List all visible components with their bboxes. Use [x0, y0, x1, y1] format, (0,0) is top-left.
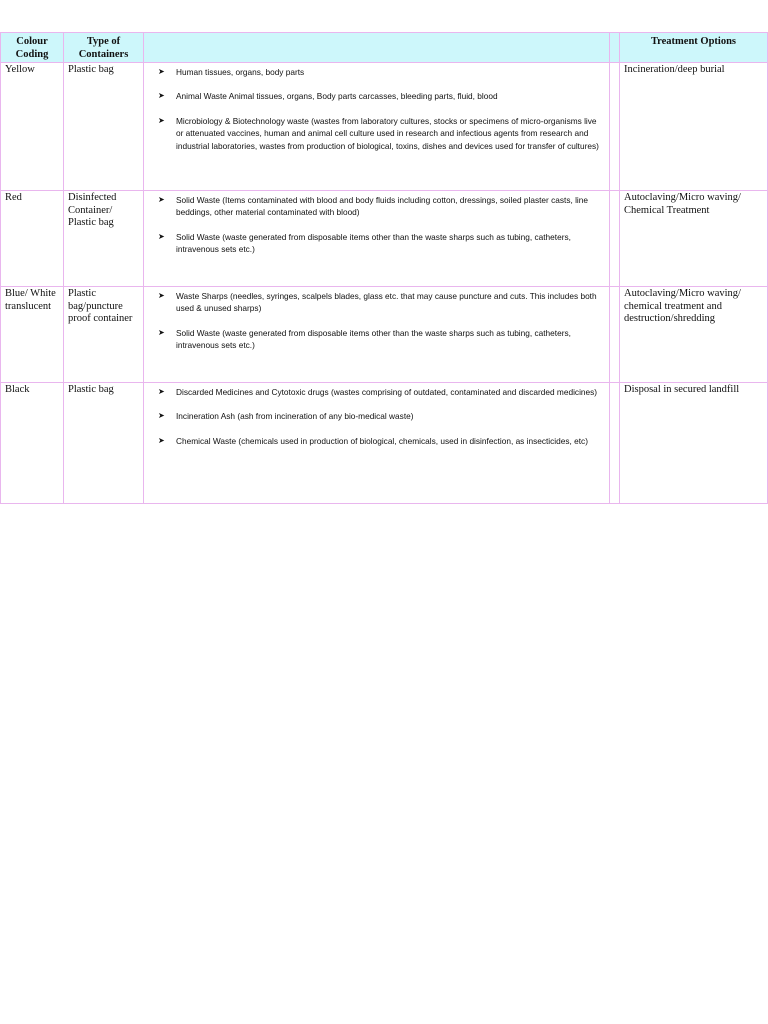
- list-item: [158, 435, 601, 447]
- list-item: [158, 290, 601, 315]
- list-item: [158, 115, 601, 152]
- waste-items-cell: [144, 383, 610, 504]
- arrowhead-bullet-icon: ➤: [158, 435, 165, 445]
- list-item: [158, 386, 601, 398]
- treatment-cell: Disposal in secured landfill: [620, 383, 768, 504]
- list-item-text: Incineration Ash (ash from incineration of any bio-medical waste): [176, 411, 414, 422]
- spacer-cell: [610, 191, 620, 287]
- arrowhead-bullet-icon: ➤: [158, 327, 165, 337]
- spacer-cell: [610, 63, 620, 191]
- header-items: [144, 33, 610, 63]
- waste-items-cell: [144, 287, 610, 383]
- list-item-text: Discarded Medicines and Cytotoxic drugs (wastes comprising of outdated, contaminated and discarded medicines): [176, 387, 598, 397]
- waste-item-list: [158, 66, 601, 152]
- spacer-cell: [610, 287, 620, 383]
- list-item-text: Chemical Waste (chemicals used in production of biological, chemicals, used in disinfection, as insecticides, etc): [176, 435, 588, 446]
- arrowhead-bullet-icon: ➤: [158, 67, 165, 76]
- treatment-cell: Autoclaving/Micro waving/ Chemical Treatment: [620, 191, 768, 287]
- colour-cell: Black: [1, 383, 64, 504]
- table-header-row: [1, 33, 768, 63]
- treatment-cell: Autoclaving/Micro waving/ chemical treatment and destruction/shredding: [620, 287, 768, 383]
- list-item: [158, 90, 601, 102]
- table-row: [1, 191, 768, 287]
- arrowhead-bullet-icon: ➤: [158, 91, 165, 101]
- arrowhead-bullet-icon: ➤: [158, 291, 165, 300]
- list-item-text: Human tissues, organs, body parts: [176, 67, 305, 77]
- arrowhead-bullet-icon: ➤: [158, 231, 165, 241]
- container-cell: Plastic bag/puncture proof container: [64, 287, 144, 383]
- list-item-text: Solid Waste (Items contaminated with blood and body fluids including cotton, dressings, soiled plaster casts, line beddings, other material contaminated with blood): [176, 195, 588, 218]
- table-row: [1, 383, 768, 504]
- header-treatment-options: Treatment Options: [620, 33, 768, 63]
- list-item: [158, 231, 601, 256]
- waste-classification-table: [0, 32, 768, 504]
- waste-items-cell: [144, 63, 610, 191]
- colour-cell: Yellow: [1, 63, 64, 191]
- container-cell: Plastic bag: [64, 63, 144, 191]
- waste-item-list: [158, 194, 601, 256]
- colour-cell: Red: [1, 191, 64, 287]
- header-colour-coding: Colour Coding: [1, 33, 64, 63]
- waste-item-list: [158, 290, 601, 352]
- container-cell: Plastic bag: [64, 383, 144, 504]
- table-row: [1, 287, 768, 383]
- list-item: [158, 327, 601, 352]
- list-item-text: Waste Sharps (needles, syringes, scalpels blades, glass etc. that may cause puncture and cuts. This includes both used & unused sharps): [176, 291, 597, 314]
- arrowhead-bullet-icon: ➤: [158, 411, 165, 421]
- arrowhead-bullet-icon: ➤: [158, 115, 165, 125]
- list-item: [158, 410, 601, 422]
- colour-cell: Blue/ White translucent: [1, 287, 64, 383]
- table-row: [1, 63, 768, 191]
- header-container-type: Type of Containers: [64, 33, 144, 63]
- container-cell: Disinfected Container/ Plastic bag: [64, 191, 144, 287]
- list-item-text: Microbiology & Biotechnology waste (wastes from laboratory cultures, stocks or specimens of micro-organisms live or attenuated vaccines, human and animal cell culture used in research and infectious agents from research and industrial laboratories, wastes from production of biological, toxins, dishes and devices used for transfer of cultures): [176, 115, 599, 151]
- list-item: [158, 194, 601, 219]
- spacer-cell: [610, 383, 620, 504]
- list-item-text: Solid Waste (waste generated from disposable items other than the waste sharps such as tubing, catheters, intravenous sets etc.): [176, 231, 571, 255]
- arrowhead-bullet-icon: ➤: [158, 387, 165, 396]
- list-item: [158, 66, 601, 78]
- waste-item-list: [158, 386, 601, 447]
- list-item-text: Solid Waste (waste generated from disposable items other than the waste sharps such as tubing, catheters, intravenous sets etc.): [176, 327, 571, 351]
- arrowhead-bullet-icon: ➤: [158, 195, 165, 204]
- treatment-cell: Incineration/deep burial: [620, 63, 768, 191]
- header-spacer: [610, 33, 620, 63]
- list-item-text: Animal Waste Animal tissues, organs, Body parts carcasses, bleeding parts, fluid, blood: [176, 91, 498, 102]
- waste-items-cell: [144, 191, 610, 287]
